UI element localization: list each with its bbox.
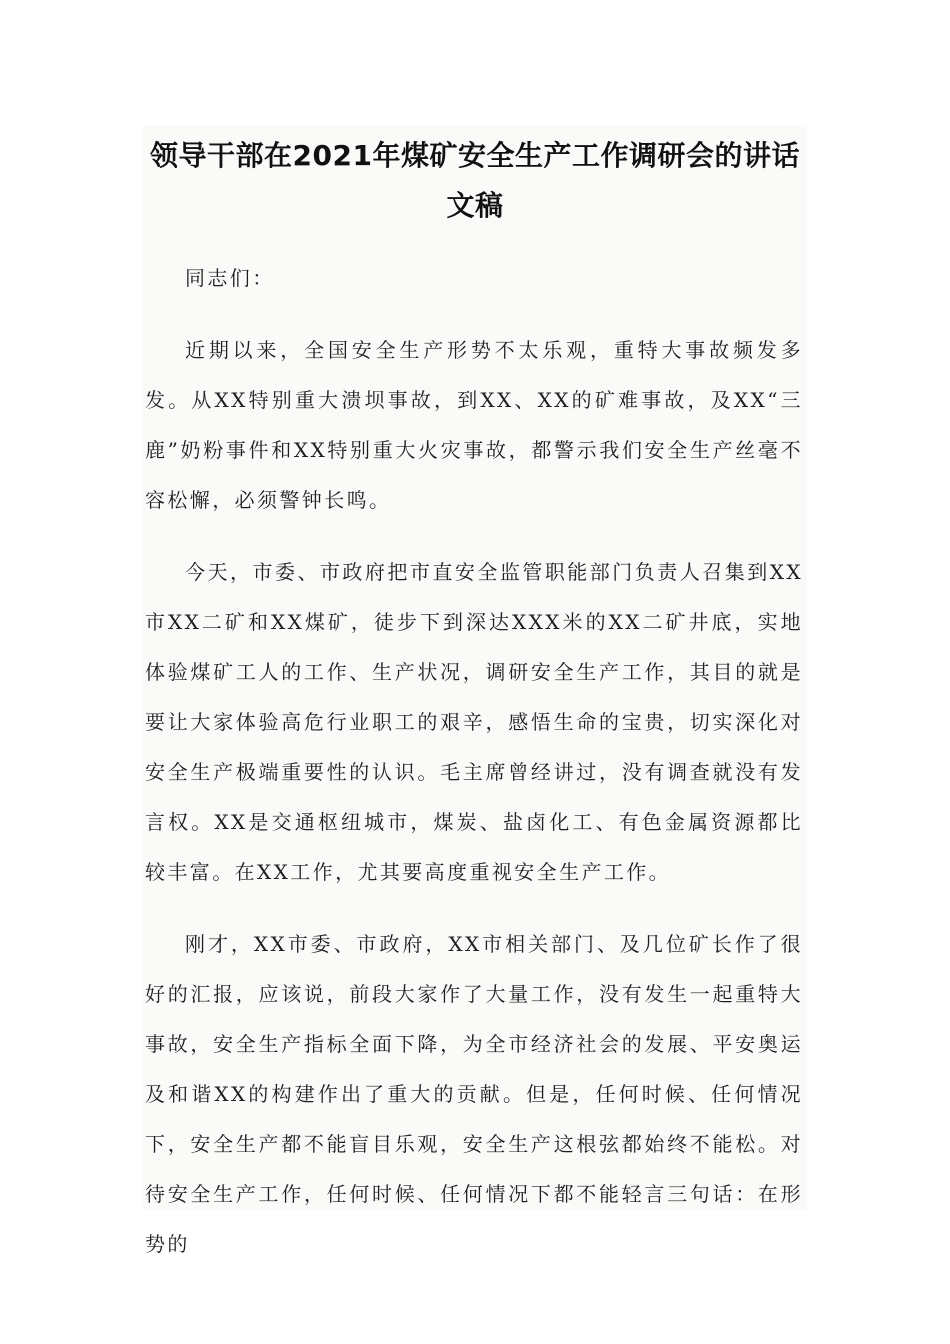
paragraph-2: 今天，市委、市政府把市直安全监管职能部门负责人召集到XX市XX二矿和XX煤矿，徒步下到深达XXX米的XX二矿井底，实地体验煤矿工人的工作、生产状况，调研安全生产工作，其目的就是要让大家体验高危行业职工的艰辛，感悟生命的宝贵，切实深化对安全生产极端重要性的认识。毛主席曾经讲过，没有调查就没有发言权。XX是交通枢纽城市，煤炭、盐卤化工、有色金属资源都比较丰富。在XX工作，尤其要高度重视安全生产工作。 [145, 560, 803, 884]
title-line-1: 领导干部在2021年煤矿安全生产工作调研会的讲话 [150, 139, 800, 172]
title-line-2: 文稿 [446, 189, 504, 222]
document-title [143, 125, 807, 231]
paragraph-1: 近期以来，全国安全生产形势不太乐观，重特大事故频发多发。从XX特别重大溃坝事故，到XX、XX的矿难事故，及XX“三鹿”奶粉事件和XX特别重大火灾事故，都警示我们安全生产丝毫不容松懈，必须警钟长鸣。 [145, 338, 803, 512]
greeting: 同志们： [185, 266, 275, 290]
paragraph-3: 刚才，XX市委、市政府，XX市相关部门、及几位矿长作了很好的汇报，应该说，前段大家作了大量工作，没有发生一起重特大事故，安全生产指标全面下降，为全市经济社会的发展、平安奥运及和谐XX的构建作出了重大的贡献。但是，任何时候、任何情况下，安全生产都不能盲目乐观，安全生产这根弦都始终不能松。对待安全生产工作，任何时候、任何情况下都不能轻言三句话：在形势的 [145, 932, 803, 1256]
document-page [143, 125, 807, 1256]
